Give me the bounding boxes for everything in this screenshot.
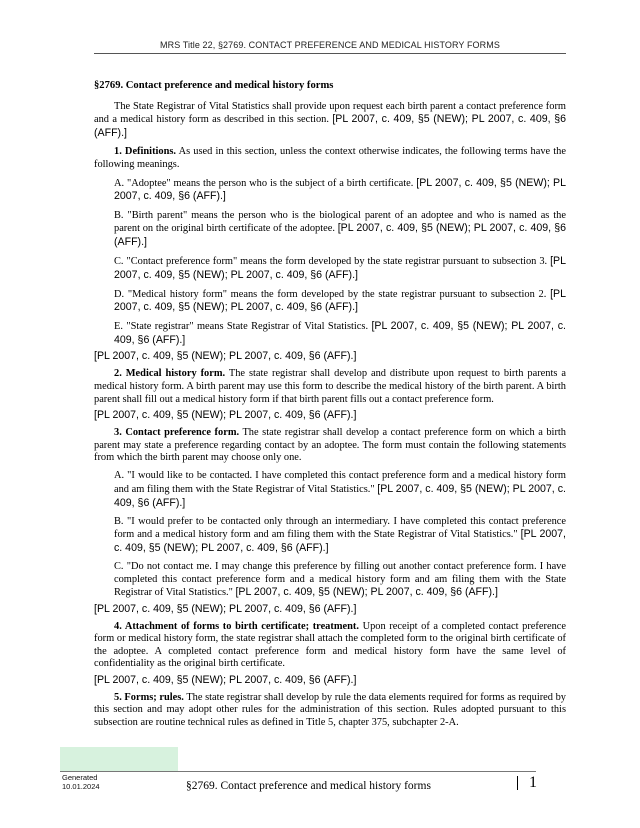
intro-history: [PL 2007, c. 409, §5 (NEW); PL 2007, c. 409, §6 (AFF).] bbox=[94, 113, 566, 139]
subsection-5 bbox=[94, 692, 566, 730]
section-intro bbox=[94, 101, 566, 141]
statement-item bbox=[94, 561, 566, 600]
subsection-2-history: [PL 2007, c. 409, §5 (NEW); PL 2007, c. 409, §6 (AFF).] bbox=[94, 408, 357, 421]
statement-history: [PL 2007, c. 409, §5 (NEW); PL 2007, c. 409, §6 (AFF).] bbox=[114, 482, 566, 509]
subsection-4-history: [PL 2007, c. 409, §5 (NEW); PL 2007, c. 409, §6 (AFF).] bbox=[94, 673, 357, 686]
definition-text: E. "State registrar" means State Registrar of Vital Statistics. bbox=[114, 321, 369, 333]
definition-history: [PL 2007, c. 409, §5 (NEW); PL 2007, c. 409, §6 (AFF).] bbox=[114, 287, 566, 314]
definition-text: A. "Adoptee" means the person who is the subject of a birth certificate. bbox=[114, 177, 414, 189]
definition-history: [PL 2007, c. 409, §5 (NEW); PL 2007, c. 409, §6 (AFF).] bbox=[114, 222, 566, 248]
generated-label: Generated bbox=[62, 773, 98, 782]
footer-divider bbox=[60, 771, 536, 772]
page-number: 1 bbox=[529, 774, 537, 791]
generated-date: 10.01.2024 bbox=[62, 782, 100, 791]
footer-section-title: §2769. Contact preference and medical history forms bbox=[186, 780, 431, 792]
definition-text: C. "Contact preference form" means the form developed by the state registrar pursuant to subsection 3. bbox=[114, 255, 548, 267]
statement-history: [PL 2007, c. 409, §5 (NEW); PL 2007, c. 409, §6 (AFF).] bbox=[114, 528, 566, 554]
subsection-2 bbox=[94, 368, 566, 406]
statement-item bbox=[94, 516, 566, 556]
statute-document bbox=[94, 80, 566, 735]
definition-item bbox=[94, 320, 566, 347]
subsection-5-heading: 5. Forms; rules. bbox=[114, 691, 184, 703]
subsection-3-history: [PL 2007, c. 409, §5 (NEW); PL 2007, c. 409, §6 (AFF).] bbox=[94, 602, 357, 615]
generated-highlight bbox=[60, 747, 178, 771]
statement-text: B. "I would prefer to be contacted only through an intermediary. I have completed this contact preference form and a medical history form and am filing them with the State Registrar of Vital Statistics." bbox=[114, 515, 566, 541]
subsection-1-text: As used in this section, unless the context otherwise indicates, the following terms have the following meanings. bbox=[94, 145, 566, 170]
subsection-4-text: Upon receipt of a completed contact preference form or medical history form, the state registrar shall attach the completed form to the original birth certificate of the adoptee. A completed contact preference form and medical history form have the same level of confidentiality as the original birth certificate. bbox=[94, 620, 566, 670]
subsection-5-text: The state registrar shall develop by rule the data elements required for forms as required by this section and may adopt other rules for the administration of this section. Rules adopted pursuant to this subsection are routine technical rules as defined in Title 5, chapter 375, subchapter 2-A. bbox=[94, 691, 566, 729]
definition-text: B. "Birth parent" means the person who is the biological parent of an adoptee and who is named as the parent on the original birth certificate of the adoptee. bbox=[114, 209, 566, 235]
definition-history: [PL 2007, c. 409, §5 (NEW); PL 2007, c. 409, §6 (AFF).] bbox=[114, 320, 566, 347]
definition-history: [PL 2007, c. 409, §5 (NEW); PL 2007, c. 409, §6 (AFF).] bbox=[114, 254, 566, 281]
statement-text: C. "Do not contact me. I may change this preference by filling out another contact preference form. I have completed this contact preference form and a medical history form and am filing them with the State Registrar of Vital Statistics." bbox=[114, 561, 566, 599]
subsection-3-text: The state registrar shall develop a contact preference form on which a birth parent may state a preference regarding contact by an adoptee. The form must contain the following statements from which the birth parent may choose only one. bbox=[94, 427, 566, 464]
definition-history: [PL 2007, c. 409, §5 (NEW); PL 2007, c. 409, §6 (AFF).] bbox=[114, 176, 566, 203]
subsection-1-history: [PL 2007, c. 409, §5 (NEW); PL 2007, c. 409, §6 (AFF).] bbox=[94, 350, 357, 363]
statement-history: [PL 2007, c. 409, §5 (NEW); PL 2007, c. 409, §6 (AFF).] bbox=[235, 586, 498, 599]
subsection-2-text: The state registrar shall develop and distribute upon request to birth parents a medical history form. A birth parent may use this form to describe the medical history of the birth parent. A birth parent shall fill out a medical history form if that birth parent fills out a contact preference form. bbox=[94, 368, 566, 405]
definition-text: D. "Medical history form" means the form developed by the state registrar pursuant to subsection 2. bbox=[114, 288, 547, 300]
definition-item bbox=[94, 255, 566, 282]
definition-item bbox=[94, 288, 566, 315]
subsection-1 bbox=[94, 146, 566, 171]
footer-separator bbox=[517, 776, 518, 790]
statement-item bbox=[94, 470, 566, 510]
running-header: MRS Title 22, §2769. CONTACT PREFERENCE AND MEDICAL HISTORY FORMS bbox=[94, 40, 566, 54]
subsection-3-heading: 3. Contact preference form. bbox=[114, 427, 240, 438]
definition-item bbox=[94, 177, 566, 204]
subsection-2-heading: 2. Medical history form. bbox=[114, 368, 226, 380]
subsection-1-heading: 1. Definitions. bbox=[114, 145, 177, 157]
definition-item bbox=[94, 210, 566, 250]
generated-stamp bbox=[62, 773, 100, 791]
intro-text: The State Registrar of Vital Statistics shall provide upon request each birth parent a contact preference form and a medical history form as described in this section. bbox=[94, 100, 566, 126]
section-title: §2769. Contact preference and medical history forms bbox=[94, 80, 334, 91]
subsection-4 bbox=[94, 621, 566, 671]
statement-text: A. "I would like to be contacted. I have completed this contact preference form and a medical history form and am filing them with the State Registrar of Vital Statistics." bbox=[114, 470, 566, 495]
subsection-4-heading: 4. Attachment of forms to birth certificate; treatment. bbox=[114, 620, 359, 632]
subsection-3 bbox=[94, 427, 566, 465]
